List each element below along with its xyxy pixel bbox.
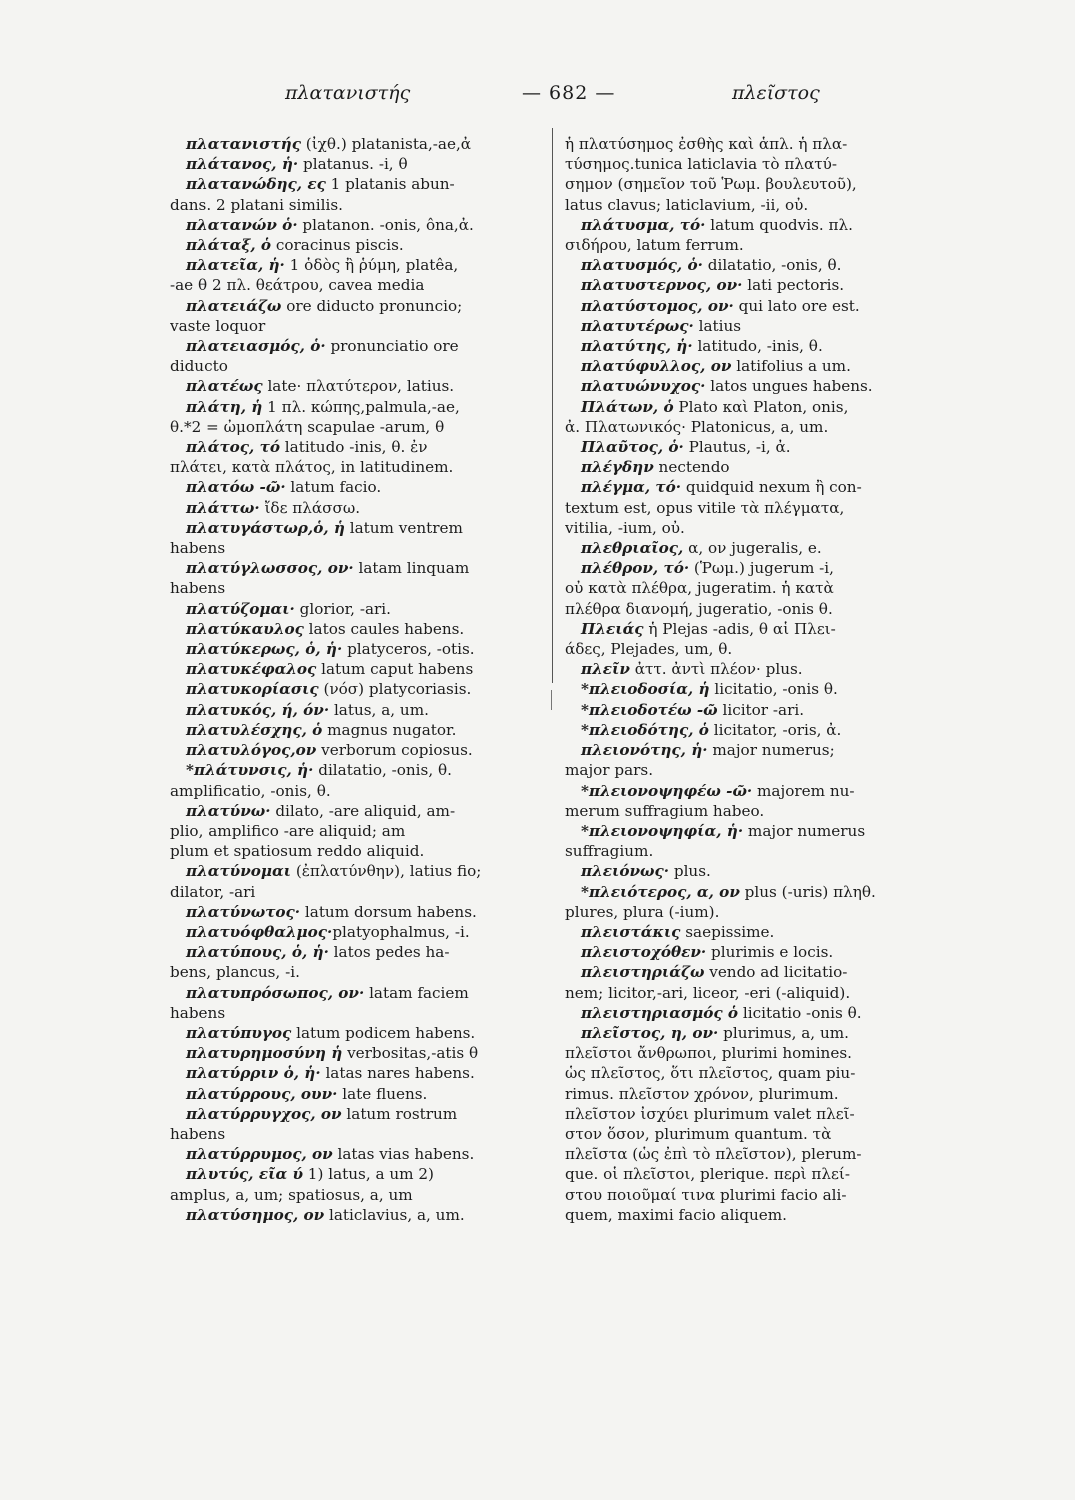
entry-line bbox=[565, 1084, 937, 1104]
headword: πλατύκερως, ὁ, ἡ· bbox=[186, 640, 343, 659]
definition-text: Plato καὶ Platon, onis, bbox=[673, 397, 849, 416]
definition-text: platyophalmus, -i. bbox=[332, 922, 470, 941]
definition-text: latas nares habens. bbox=[320, 1064, 475, 1083]
page-number: — 682 — bbox=[522, 82, 616, 104]
definition-text: verbositas,-atis θ bbox=[342, 1044, 479, 1063]
entry-line bbox=[565, 700, 937, 720]
headword: πλάτυσμα, τό· bbox=[581, 215, 706, 234]
headword: πλατύνω· bbox=[186, 801, 271, 820]
definition-text: latitudo, -inis, θ. bbox=[692, 337, 823, 356]
definition-text: vendo ad licitatio- bbox=[704, 963, 848, 982]
definition-text: στον ὅσον, plurimum quantum. τὰ bbox=[565, 1124, 832, 1143]
definition-text: latam linquam bbox=[353, 559, 470, 578]
definition-text: textum est, opus vitile τὰ πλέγματα, bbox=[565, 498, 845, 517]
definition-text: amplus, a, um; spatiosus, a, um bbox=[170, 1185, 413, 1204]
entry-line bbox=[565, 457, 937, 477]
header-right-guideword: πλεῖστος bbox=[732, 82, 820, 104]
entry-line bbox=[170, 376, 542, 396]
headword: *πλειοδότης, ὁ bbox=[581, 720, 709, 739]
entry-line bbox=[170, 195, 542, 215]
entry-line bbox=[170, 457, 542, 477]
definition-text: plurimis e locis. bbox=[706, 943, 834, 962]
entry-line bbox=[565, 215, 937, 235]
right-column bbox=[565, 134, 937, 1225]
definition-text: πλεῖστοι ἄνθρωποι, plurimi homines. bbox=[565, 1044, 852, 1063]
entry-line bbox=[170, 336, 542, 356]
entry-line bbox=[170, 821, 542, 841]
headword: πλατυλόγος,ον bbox=[186, 741, 317, 760]
headword: πλατειάζω bbox=[186, 296, 282, 315]
definition-text: licitor -ari. bbox=[717, 700, 805, 719]
entry-line bbox=[565, 861, 937, 881]
definition-text: magnus nugator. bbox=[322, 720, 457, 739]
definition-text: latitudo -inis, θ. ἐν bbox=[279, 438, 428, 457]
definition-text: latum rostrum bbox=[341, 1104, 458, 1123]
definition-text: merum suffragium habeo. bbox=[565, 801, 765, 820]
entry-line bbox=[565, 417, 937, 437]
headword: πλέθρον, τό· bbox=[581, 559, 690, 578]
entry-line bbox=[565, 1043, 937, 1063]
headword: πλειστηριάζω bbox=[581, 963, 705, 982]
definition-text: suffragium. bbox=[565, 842, 654, 861]
entry-line bbox=[170, 781, 542, 801]
entry-line bbox=[565, 619, 937, 639]
headword: Πλειάς bbox=[581, 619, 644, 638]
definition-text: majorem nu- bbox=[752, 781, 855, 800]
definition-text: latum quodvis. πλ. bbox=[705, 215, 853, 234]
entry-line bbox=[565, 1104, 937, 1124]
definition-text: bens, plancus, -i. bbox=[170, 963, 300, 982]
headword: πλατυλέσχης, ὁ bbox=[186, 720, 323, 739]
entry-line bbox=[565, 922, 937, 942]
definition-text: latum dorsum habens. bbox=[300, 902, 477, 921]
definition-text: latifolius a um. bbox=[731, 357, 851, 376]
entry-line bbox=[565, 599, 937, 619]
entry-line bbox=[170, 902, 542, 922]
definition-text: ore diducto pronuncio; bbox=[281, 296, 463, 315]
definition-text: quidquid nexum ἢ con- bbox=[681, 478, 862, 497]
entry-line bbox=[170, 841, 542, 861]
entry-line bbox=[565, 578, 937, 598]
entry-line bbox=[170, 1205, 542, 1225]
entry-line bbox=[565, 154, 937, 174]
entry-line bbox=[170, 1084, 542, 1104]
entry-line bbox=[565, 942, 937, 962]
definition-text: 1 πλ. κώπης,palmula,-ae, bbox=[262, 397, 460, 416]
entry-line bbox=[170, 720, 542, 740]
definition-text: habens bbox=[170, 1003, 226, 1022]
entry-line bbox=[565, 821, 937, 841]
entry-line bbox=[170, 1043, 542, 1063]
headword: πλειστοχόθεν· bbox=[581, 943, 707, 962]
headword: πλατύνωτος· bbox=[186, 902, 301, 921]
definition-text: nem; licitor,-ari, liceor, -eri (-aliquid). bbox=[565, 983, 851, 1002]
definition-text: diducto bbox=[170, 357, 228, 376]
definition-text: latum facio. bbox=[285, 478, 382, 497]
definition-text: que. οἱ πλεῖστοι, plerique. περὶ πλεί- bbox=[565, 1165, 850, 1184]
entry-line bbox=[565, 235, 937, 255]
definition-text: verborum copiosus. bbox=[316, 741, 473, 760]
headword: πλατυκός, ή, όν· bbox=[186, 700, 330, 719]
definition-text: πλάτει, κατὰ πλάτος, in latitudinem. bbox=[170, 458, 454, 477]
definition-text: -ae θ 2 πλ. θεάτρου, cavea media bbox=[170, 276, 425, 295]
definition-text: latam faciem bbox=[364, 983, 469, 1002]
definition-text: ὡς πλεῖστος, ὅτι πλεῖστος, quam piu- bbox=[565, 1064, 856, 1083]
definition-text: late fluens. bbox=[337, 1084, 428, 1103]
entry-line bbox=[170, 740, 542, 760]
definition-text: habens bbox=[170, 579, 226, 598]
definition-text: dans. 2 platani similis. bbox=[170, 195, 344, 214]
entry-line bbox=[565, 1205, 937, 1225]
entry-line bbox=[565, 477, 937, 497]
definition-text: άδες, Plejades, um, θ. bbox=[565, 640, 733, 659]
entry-line bbox=[565, 376, 937, 396]
entry-line bbox=[170, 215, 542, 235]
entry-line bbox=[565, 1185, 937, 1205]
definition-text: 1 platanis abun- bbox=[325, 175, 455, 194]
definition-text: dilatatio, -onis, θ. bbox=[313, 761, 452, 780]
headword: πλατεῖα, ἡ· bbox=[186, 256, 285, 275]
headword: πλατύκαυλος bbox=[186, 619, 304, 638]
entry-line bbox=[170, 700, 542, 720]
entry-line bbox=[565, 740, 937, 760]
definition-text: pronunciatio ore bbox=[325, 337, 459, 356]
headword: πλατυώνυχος· bbox=[581, 377, 706, 396]
definition-text: latus clavus; laticlavium, -ii, οὐ. bbox=[565, 195, 809, 214]
definition-text: major pars. bbox=[565, 761, 654, 780]
headword: πλάτος, τό bbox=[186, 438, 280, 457]
entry-line bbox=[565, 518, 937, 538]
entry-line bbox=[565, 962, 937, 982]
header-left-guideword: πλατανιστής bbox=[285, 82, 411, 104]
headword: πλατύτης, ἡ· bbox=[581, 337, 693, 356]
headword: πλατυτέρως· bbox=[581, 316, 694, 335]
column-divider-lower bbox=[551, 690, 552, 710]
headword: πλατύρρους, ουν· bbox=[186, 1084, 338, 1103]
definition-text: coracinus piscis. bbox=[271, 236, 404, 255]
definition-text: nectendo bbox=[653, 458, 730, 477]
headword: πλατύρριν ὁ, ἡ· bbox=[186, 1064, 321, 1083]
definition-text: plio, amplifico -are aliquid; am bbox=[170, 821, 406, 840]
entry-line bbox=[170, 1003, 542, 1023]
definition-text: major numerus; bbox=[707, 741, 835, 760]
headword: πλέγμα, τό· bbox=[581, 478, 682, 497]
entry-line bbox=[565, 174, 937, 194]
entry-line bbox=[565, 1063, 937, 1083]
entry-line bbox=[170, 498, 542, 518]
entry-line bbox=[170, 1104, 542, 1124]
entry-line bbox=[170, 477, 542, 497]
entry-line bbox=[170, 1164, 542, 1184]
entry-line bbox=[565, 679, 937, 699]
entry-line bbox=[170, 639, 542, 659]
definition-text: latos pedes ha- bbox=[328, 943, 450, 962]
entry-line bbox=[170, 760, 542, 780]
definition-text: plus. bbox=[669, 862, 711, 881]
entry-line bbox=[170, 518, 542, 538]
headword: πλειονότης, ἡ· bbox=[581, 741, 708, 760]
definition-text: σιδήρου, latum ferrum. bbox=[565, 236, 744, 255]
headword: πλάταξ, ὁ bbox=[186, 236, 272, 255]
entry-line bbox=[170, 1185, 542, 1205]
definition-text: σημον (σημεῖον τοῦ Ῥωμ. βουλευτοῦ), bbox=[565, 175, 857, 194]
definition-text: latum caput habens bbox=[316, 660, 474, 679]
definition-text: dilatatio, -onis, θ. bbox=[702, 256, 842, 275]
entry-line bbox=[565, 781, 937, 801]
definition-text: latus, a, um. bbox=[329, 700, 429, 719]
entry-line bbox=[170, 942, 542, 962]
definition-text: major numerus bbox=[743, 821, 866, 840]
entry-line bbox=[565, 1023, 937, 1043]
definition-text: θ.*2 = ὠμοπλάτη scapulae -arum, θ bbox=[170, 417, 445, 436]
page-header bbox=[0, 82, 1075, 122]
entry-line bbox=[565, 760, 937, 780]
definition-text: plurimus, a, um. bbox=[718, 1023, 849, 1042]
definition-text: lati pectoris. bbox=[742, 276, 845, 295]
left-column bbox=[170, 134, 542, 1225]
definition-text: platanon. -onis, ôna,ἀ. bbox=[297, 215, 474, 234]
entry-line bbox=[170, 316, 542, 336]
headword: πλατύστομος, ον· bbox=[581, 296, 734, 315]
headword: Πλαῦτος, ὁ· bbox=[581, 438, 684, 457]
definition-text: laticlavius, a, um. bbox=[324, 1205, 465, 1224]
definition-text: latos caules habens. bbox=[303, 619, 465, 638]
headword: *πλειοδοσία, ἡ bbox=[581, 680, 710, 699]
definition-text: στου ποιοῦμαί τινα plurimi facio ali- bbox=[565, 1185, 847, 1204]
entry-line bbox=[170, 1063, 542, 1083]
entry-line bbox=[170, 922, 542, 942]
entry-line bbox=[565, 356, 937, 376]
headword: πλατανώδης, ες bbox=[186, 175, 326, 194]
entry-line bbox=[565, 558, 937, 578]
definition-text: plus (-uris) πληθ. bbox=[739, 882, 876, 901]
entry-line bbox=[565, 1124, 937, 1144]
definition-text: τύσημος.tunica laticlavia τὸ πλατύ- bbox=[565, 155, 837, 174]
headword: πλατυρημοσύνη ἡ bbox=[186, 1044, 343, 1063]
headword: πλατυσμός, ὁ· bbox=[581, 256, 703, 275]
headword: πλατυόφθαλμος· bbox=[186, 922, 333, 941]
definition-text: πλέθρα διανομή, jugeratio, -onis θ. bbox=[565, 599, 833, 618]
definition-text: (ἐπλατύνθην), latius fio; bbox=[291, 862, 482, 881]
definition-text: ἡ Plejas -adis, θ αἱ Πλει- bbox=[643, 619, 836, 638]
entry-line bbox=[170, 1023, 542, 1043]
headword: πλάττω· bbox=[186, 498, 260, 517]
headword: πλεῖστος, η, ον· bbox=[581, 1023, 719, 1042]
headword: πλεῖν bbox=[581, 660, 630, 679]
entry-line bbox=[170, 801, 542, 821]
headword: πλατύπους, ὁ, ἡ· bbox=[186, 943, 329, 962]
headword: *πλειότερος, α, ον bbox=[581, 882, 740, 901]
definition-text: amplificatio, -onis, θ. bbox=[170, 781, 331, 800]
entry-line bbox=[170, 558, 542, 578]
entry-line bbox=[170, 619, 542, 639]
headword: πλατυκέφαλος bbox=[186, 660, 317, 679]
definition-text: πλεῖστον ἰσχύει plurimum valet πλεῖ- bbox=[565, 1104, 855, 1123]
entry-line bbox=[170, 962, 542, 982]
headword: πλατύνομαι bbox=[186, 862, 292, 881]
definition-text: πλεῖστα (ὡς ἐπὶ τὸ πλεῖστον), plerum- bbox=[565, 1145, 862, 1164]
entry-line bbox=[565, 336, 937, 356]
headword: πλατειασμός, ὁ· bbox=[186, 337, 326, 356]
definition-text: ἀ. Πλατωνικός· Platonicus, a, um. bbox=[565, 417, 829, 436]
entry-line bbox=[170, 679, 542, 699]
headword: Πλάτων, ὁ bbox=[581, 397, 674, 416]
definition-text: latos ungues habens. bbox=[705, 377, 873, 396]
definition-text: licitatio, -onis θ. bbox=[709, 680, 838, 699]
definition-text: ἴδε πλάσσω. bbox=[259, 498, 361, 517]
definition-text: rimus. πλεῖστον χρόνον, plurimum. bbox=[565, 1084, 839, 1103]
definition-text: ἡ πλατύσημος ἐσθὴς καὶ ἁπλ. ἡ πλα- bbox=[565, 135, 848, 153]
headword: πλατύπυγος bbox=[186, 1023, 292, 1042]
definition-text: dilato, -are aliquid, am- bbox=[270, 801, 456, 820]
entry-line bbox=[565, 437, 937, 457]
entry-line bbox=[565, 659, 937, 679]
headword: πλατύρρυμος, ον bbox=[186, 1145, 333, 1164]
entry-line bbox=[565, 275, 937, 295]
entry-line bbox=[170, 1124, 542, 1144]
headword: πλάτη, ἡ bbox=[186, 397, 263, 416]
definition-text: glorior, -ari. bbox=[294, 599, 391, 618]
entry-line bbox=[565, 1164, 937, 1184]
entry-line bbox=[170, 417, 542, 437]
definition-text: platyceros, -otis. bbox=[342, 640, 475, 659]
entry-line bbox=[170, 659, 542, 679]
entry-line bbox=[565, 538, 937, 558]
entry-line bbox=[170, 296, 542, 316]
definition-text: vitilia, -ium, οὐ. bbox=[565, 518, 685, 537]
definition-text: quem, maximi facio aliquem. bbox=[565, 1205, 788, 1224]
headword: πλατυκορίασις bbox=[186, 680, 319, 699]
headword: πλατόω -ῶ· bbox=[186, 478, 286, 497]
headword: πλατανιστής bbox=[186, 135, 301, 153]
headword: πλειόνως· bbox=[581, 862, 670, 881]
headword: πλάτανος, ἡ· bbox=[186, 155, 299, 174]
definition-text: licitator, -oris, ἀ. bbox=[708, 720, 842, 739]
entry-line bbox=[170, 437, 542, 457]
definition-text: plum et spatiosum reddo aliquid. bbox=[170, 842, 425, 861]
entry-line bbox=[170, 1144, 542, 1164]
entry-line bbox=[170, 882, 542, 902]
entry-line bbox=[565, 902, 937, 922]
definition-text: latas vias habens. bbox=[332, 1145, 475, 1164]
headword: *πλειονοψηφέω -ῶ· bbox=[581, 781, 753, 800]
entry-line bbox=[170, 154, 542, 174]
definition-text: (Ῥωμ.) jugerum -i, bbox=[689, 559, 834, 578]
entry-line bbox=[170, 578, 542, 598]
entry-line bbox=[170, 134, 542, 154]
entry-line bbox=[170, 235, 542, 255]
definition-text: plures, plura (-ium). bbox=[565, 902, 720, 921]
definition-text: dilator, -ari bbox=[170, 882, 256, 901]
entry-line bbox=[170, 275, 542, 295]
definition-text: licitatio -onis θ. bbox=[738, 1003, 862, 1022]
entry-line bbox=[170, 255, 542, 275]
definition-text: qui lato ore est. bbox=[733, 296, 860, 315]
entry-line bbox=[170, 174, 542, 194]
definition-text: saepissime. bbox=[680, 922, 775, 941]
headword: *πλειοδοτέω -ῶ bbox=[581, 700, 718, 719]
definition-text: vaste loquor bbox=[170, 316, 266, 335]
headword: πλατυπρόσωπος, ον· bbox=[186, 983, 365, 1002]
entry-line bbox=[565, 639, 937, 659]
definition-text: οὐ κατὰ πλέθρα, jugeratim. ἡ κατὰ bbox=[565, 579, 834, 598]
definition-text: late· πλατύτερον, latius. bbox=[262, 377, 455, 396]
headword: πλέγδην bbox=[581, 458, 654, 477]
entry-line bbox=[170, 861, 542, 881]
headword: *πλειονοψηφία, ἡ· bbox=[581, 821, 744, 840]
headword: πλατύζομαι· bbox=[186, 599, 295, 618]
entry-line bbox=[170, 397, 542, 417]
headword: πλυτύς, εῖα ύ bbox=[186, 1165, 303, 1184]
definition-text: 1 ὁδὸς ἢ ῥύμη, platêa, bbox=[284, 256, 459, 275]
definition-text: habens bbox=[170, 1124, 226, 1143]
entry-line bbox=[170, 599, 542, 619]
headword: πλειστηριασμός ὁ bbox=[581, 1003, 739, 1022]
definition-text: latum ventrem bbox=[344, 518, 463, 537]
entry-line bbox=[565, 134, 937, 154]
definition-text: α, ον jugeralis, e. bbox=[683, 539, 822, 558]
column-divider bbox=[552, 128, 553, 683]
definition-text: (ἰχθ.) platanista,-ae,ἀ bbox=[300, 135, 472, 153]
entry-line bbox=[565, 316, 937, 336]
headword: πλατύγλωσσος, ον· bbox=[186, 559, 354, 578]
entry-line bbox=[565, 1144, 937, 1164]
entry-line bbox=[565, 801, 937, 821]
entry-line bbox=[565, 296, 937, 316]
entry-line bbox=[565, 720, 937, 740]
headword: πλατύρρυγχος, ον bbox=[186, 1104, 342, 1123]
headword: πλατυγάστωρ,ὁ, ἡ bbox=[186, 518, 345, 537]
definition-text: latum podicem habens. bbox=[291, 1023, 476, 1042]
definition-text: habens bbox=[170, 539, 226, 558]
entry-line bbox=[565, 195, 937, 215]
definition-text: platanus. -i, θ bbox=[298, 155, 408, 174]
headword: πλεθριαῖος, bbox=[581, 539, 684, 558]
entry-line bbox=[565, 882, 937, 902]
entry-line bbox=[565, 1003, 937, 1023]
headword: *πλάτυνσις, ἡ· bbox=[186, 761, 314, 780]
entry-line bbox=[565, 983, 937, 1003]
entry-line bbox=[170, 356, 542, 376]
entry-line bbox=[565, 498, 937, 518]
headword: πλατανών ὁ· bbox=[186, 215, 298, 234]
definition-text: latius bbox=[693, 316, 742, 335]
headword: πλατύσημος, ον bbox=[186, 1205, 325, 1224]
headword: πλατέως bbox=[186, 377, 263, 396]
headword: πλειστάκις bbox=[581, 922, 681, 941]
headword: πλατυστερνος, ον· bbox=[581, 276, 743, 295]
headword: πλατύφυλλος, ον bbox=[581, 357, 732, 376]
definition-text: ἀττ. ἀντὶ πλέον· plus. bbox=[629, 660, 803, 679]
entry-line bbox=[565, 255, 937, 275]
entry-line bbox=[565, 397, 937, 417]
definition-text: Plautus, -i, ἀ. bbox=[683, 438, 791, 457]
entry-line bbox=[565, 841, 937, 861]
definition-text: (νόσ) platycoriasis. bbox=[318, 680, 472, 699]
entry-line bbox=[170, 538, 542, 558]
definition-text: 1) latus, a um 2) bbox=[302, 1165, 434, 1184]
entry-line bbox=[170, 983, 542, 1003]
